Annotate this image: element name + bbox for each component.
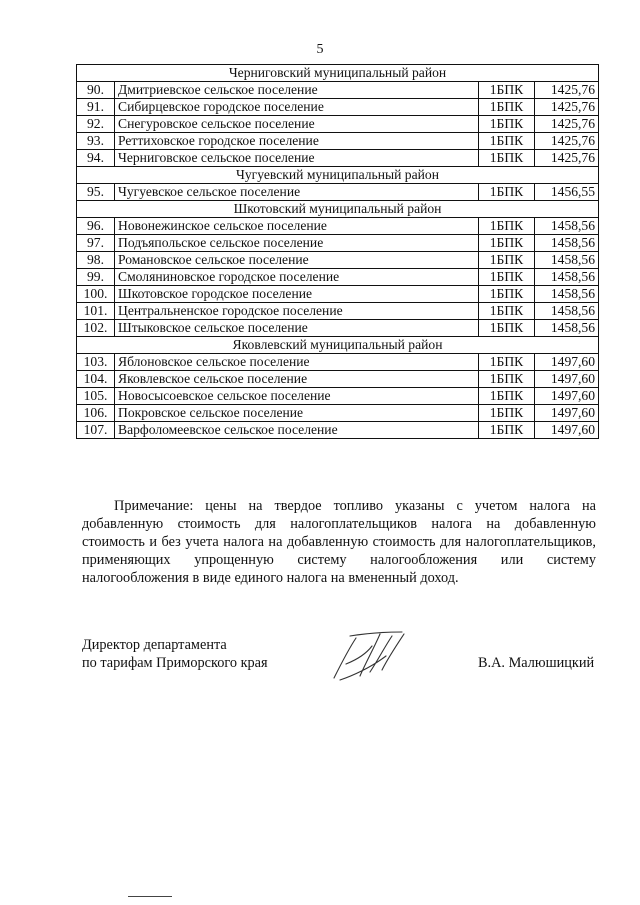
settlement-name: Варфоломеевское сельское поселение	[115, 422, 479, 439]
settlement-name: Дмитриевское сельское поселение	[115, 82, 479, 99]
table-row	[77, 133, 599, 150]
fuel-price: 1456,55	[535, 184, 599, 201]
signer-name: В.А. Малюшицкий	[478, 655, 595, 671]
district-header-row	[77, 65, 599, 82]
row-number: 93.	[77, 133, 115, 150]
table-row	[77, 286, 599, 303]
table-row	[77, 252, 599, 269]
district-name: Яковлевский муниципальный район	[77, 337, 599, 354]
row-number: 101.	[77, 303, 115, 320]
table-row	[77, 235, 599, 252]
fuel-type: 1БПК	[479, 371, 535, 388]
fuel-type: 1БПК	[479, 99, 535, 116]
fuel-price: 1458,56	[535, 252, 599, 269]
row-number: 95.	[77, 184, 115, 201]
settlement-name: Яблоновское сельское поселение	[115, 354, 479, 371]
row-number: 90.	[77, 82, 115, 99]
fuel-type: 1БПК	[479, 184, 535, 201]
fuel-type: 1БПК	[479, 116, 535, 133]
fuel-price: 1497,60	[535, 388, 599, 405]
district-name: Чугуевский муниципальный район	[77, 167, 599, 184]
fuel-type: 1БПК	[479, 388, 535, 405]
fuel-type: 1БПК	[479, 405, 535, 422]
row-number: 98.	[77, 252, 115, 269]
fuel-type: 1БПК	[479, 303, 535, 320]
row-number: 100.	[77, 286, 115, 303]
handwritten-signature	[326, 626, 416, 686]
settlement-name: Романовское сельское поселение	[115, 252, 479, 269]
signer-title-line-1: Директор департамента	[82, 637, 227, 653]
fuel-price: 1425,76	[535, 99, 599, 116]
fuel-type: 1БПК	[479, 82, 535, 99]
fuel-type: 1БПК	[479, 422, 535, 439]
settlement-name: Реттиховское городское поселение	[115, 133, 479, 150]
row-number: 92.	[77, 116, 115, 133]
settlement-name: Шкотовское городское поселение	[115, 286, 479, 303]
settlement-name: Черниговское сельское поселение	[115, 150, 479, 167]
table-row	[77, 184, 599, 201]
bottom-scan-mark	[128, 896, 172, 897]
settlement-name: Подъяпольское сельское поселение	[115, 235, 479, 252]
fuel-price: 1425,76	[535, 82, 599, 99]
settlement-name: Снегуровское сельское поселение	[115, 116, 479, 133]
table-row	[77, 320, 599, 337]
table-row	[77, 218, 599, 235]
table-row	[77, 150, 599, 167]
fuel-price: 1497,60	[535, 422, 599, 439]
settlement-name: Новосысоевское сельское поселение	[115, 388, 479, 405]
settlement-name: Сибирцевское городское поселение	[115, 99, 479, 116]
settlement-name: Новонежинское сельское поселение	[115, 218, 479, 235]
fuel-type: 1БПК	[479, 286, 535, 303]
district-name: Шкотовский муниципальный район	[77, 201, 599, 218]
fuel-price: 1497,60	[535, 371, 599, 388]
table-row	[77, 116, 599, 133]
fuel-price: 1497,60	[535, 405, 599, 422]
settlement-name: Яковлевское сельское поселение	[115, 371, 479, 388]
settlement-name: Смоляниновское городское поселение	[115, 269, 479, 286]
fuel-price: 1425,76	[535, 133, 599, 150]
row-number: 106.	[77, 405, 115, 422]
fuel-price: 1458,56	[535, 303, 599, 320]
fuel-type: 1БПК	[479, 133, 535, 150]
table-row	[77, 82, 599, 99]
district-header-row	[77, 167, 599, 184]
fuel-price-table-body	[77, 65, 599, 439]
district-header-row	[77, 337, 599, 354]
signer-title-line-2: по тарифам Приморского края	[82, 655, 268, 671]
row-number: 107.	[77, 422, 115, 439]
row-number: 96.	[77, 218, 115, 235]
table-row	[77, 388, 599, 405]
row-number: 97.	[77, 235, 115, 252]
table-row	[77, 354, 599, 371]
table-row	[77, 422, 599, 439]
fuel-type: 1БПК	[479, 252, 535, 269]
settlement-name: Штыковское сельское поселение	[115, 320, 479, 337]
table-row	[77, 269, 599, 286]
table-row	[77, 303, 599, 320]
row-number: 103.	[77, 354, 115, 371]
fuel-price: 1497,60	[535, 354, 599, 371]
fuel-price: 1425,76	[535, 150, 599, 167]
fuel-type: 1БПК	[479, 269, 535, 286]
fuel-price: 1425,76	[535, 116, 599, 133]
note-paragraph: Примечание: цены на твердое топливо указаны с учетом налога на добавленную стоимость для налогоплательщиков налога на добавленную стоимость и без учета налога на добавленную стоимость для налогоплательщиков, применяющих упрощенную систему налогообложения или систему налогообложения в виде единого налога на вмененный доход.	[82, 498, 596, 586]
fuel-type: 1БПК	[479, 218, 535, 235]
signer-title	[82, 636, 268, 672]
settlement-name: Чугуевское сельское поселение	[115, 184, 479, 201]
settlement-name: Центральненское городское поселение	[115, 303, 479, 320]
row-number: 94.	[77, 150, 115, 167]
fuel-price: 1458,56	[535, 320, 599, 337]
district-header-row	[77, 201, 599, 218]
row-number: 102.	[77, 320, 115, 337]
row-number: 104.	[77, 371, 115, 388]
row-number: 105.	[77, 388, 115, 405]
fuel-price: 1458,56	[535, 269, 599, 286]
district-name: Черниговский муниципальный район	[77, 65, 599, 82]
fuel-type: 1БПК	[479, 320, 535, 337]
table-row	[77, 371, 599, 388]
row-number: 91.	[77, 99, 115, 116]
table-row	[77, 405, 599, 422]
page-number: 5	[316, 42, 324, 57]
fuel-price: 1458,56	[535, 235, 599, 252]
row-number: 99.	[77, 269, 115, 286]
fuel-price: 1458,56	[535, 218, 599, 235]
fuel-price-table	[76, 64, 599, 439]
fuel-type: 1БПК	[479, 235, 535, 252]
fuel-price: 1458,56	[535, 286, 599, 303]
fuel-type: 1БПК	[479, 354, 535, 371]
table-row	[77, 99, 599, 116]
fuel-type: 1БПК	[479, 150, 535, 167]
settlement-name: Покровское сельское поселение	[115, 405, 479, 422]
